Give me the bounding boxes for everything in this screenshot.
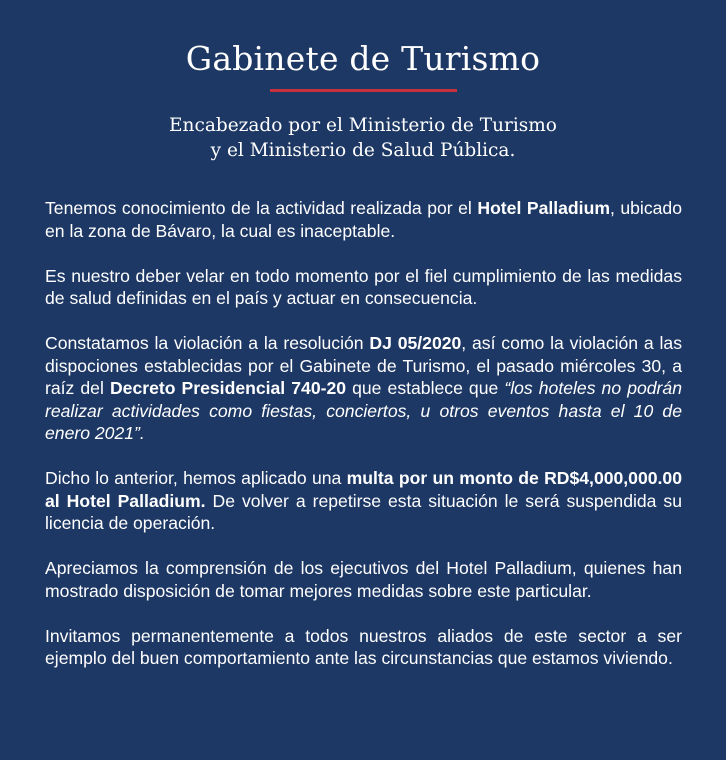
paragraph-3-bold-2: Decreto Presidencial 740-20 xyxy=(109,378,347,398)
paragraph-2 xyxy=(45,265,682,310)
page-title: Gabinete de Turismo xyxy=(185,39,541,78)
paragraph-1-text-2: , ubicado en la zona de Bávaro, la cual es inaceptable. xyxy=(45,198,682,241)
paragraph-3-bold-1: DJ 05/2020 xyxy=(369,333,462,353)
subtitle-line-1: Encabezado por el Ministerio de Turismo xyxy=(169,115,557,136)
paragraph-2-text-1: Es nuestro deber velar en todo momento por el fiel cumplimiento de las medidas de salud definidas en el país y actuar en consecuencia. xyxy=(45,265,682,308)
paragraph-1-text-1: Tenemos conocimiento de la actividad realizada por el xyxy=(45,198,478,218)
paragraph-3 xyxy=(45,332,682,445)
paragraph-6 xyxy=(45,625,682,670)
paragraph-4-text-2: De volver a repetirse esta situación le será suspendida su licencia de operación. xyxy=(45,490,682,533)
paragraph-4-text-1: Dicho lo anterior, hemos aplicado una xyxy=(45,468,347,488)
paragraph-5-text-1: Apreciamos la comprensión de los ejecutivos del Hotel Palladium, quienes han mostrado disposición de tomar mejores medidas sobre este particular. xyxy=(45,558,682,601)
paragraph-6-text-1: Invitamos permanentemente a todos nuestros aliados de este sector a ser ejemplo del buen comportamiento ante las circunstancias que estamos viviendo. xyxy=(45,625,682,668)
paragraph-3-text-3: que establece que xyxy=(346,378,505,398)
paragraph-4-bold-1: multa por un monto de RD$4,000,000.00 al Hotel Palladium. xyxy=(45,468,682,511)
paragraph-5 xyxy=(45,557,682,602)
paragraph-4 xyxy=(45,467,682,535)
title-divider xyxy=(270,89,457,92)
paragraph-3-text-2: , así como la violación a las dispociones establecidas por el Gabinete de Turismo, el pasado miércoles 30, a raíz del xyxy=(45,333,683,398)
paragraph-3-text-1: Constatamos la violación a la resolución xyxy=(45,333,370,353)
paragraph-3-quote: “los hoteles no podrán realizar actividades como fiestas, conciertos, u otros eventos hasta el 10 de enero 2021”. xyxy=(45,378,682,443)
subtitle xyxy=(0,113,726,163)
paragraph-1 xyxy=(45,197,682,242)
paragraph-1-bold-1: Hotel Palladium xyxy=(477,198,610,218)
subtitle-line-2: y el Ministerio de Salud Pública. xyxy=(210,140,516,161)
statement-body xyxy=(45,197,682,670)
